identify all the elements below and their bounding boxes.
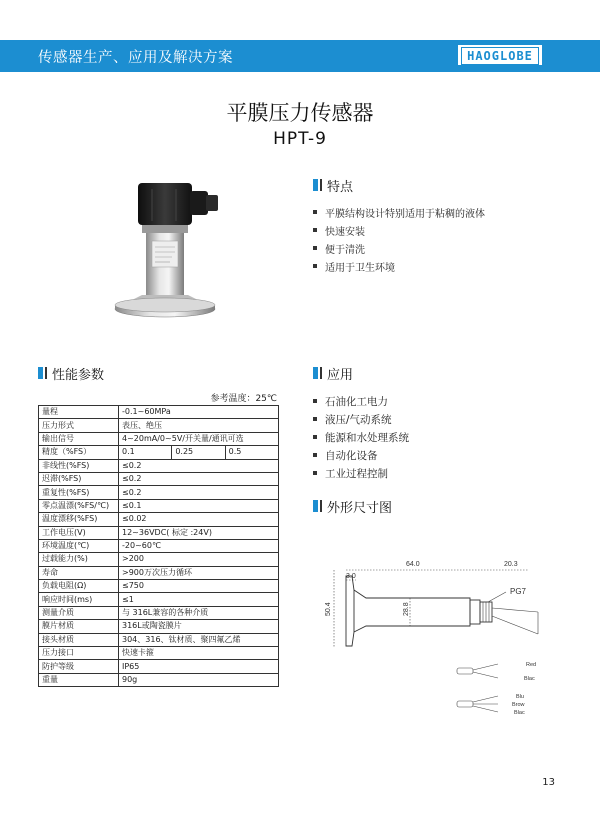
spec-key: 过载能力(%) xyxy=(39,553,119,566)
spec-key: 负载电阻(Ω) xyxy=(39,580,119,593)
spec-key: 重复性(%FS) xyxy=(39,486,119,499)
table-row xyxy=(39,673,279,686)
wire-label: Blu xyxy=(516,694,524,700)
header-title: 传感器生产、应用及解决方案 xyxy=(38,50,233,66)
spec-key: 精度（%FS） xyxy=(39,446,119,459)
applications-heading xyxy=(313,364,353,382)
page-number: 13 xyxy=(542,777,555,788)
spec-key: 响应时间(ms) xyxy=(39,593,119,606)
spec-value: 90g xyxy=(119,673,279,686)
dim-flange-label: 3.0 xyxy=(346,573,356,580)
dimension-drawing xyxy=(300,548,560,733)
wire-label: Blac xyxy=(514,710,525,716)
dim-length-label: 64.0 xyxy=(406,561,420,568)
table-row xyxy=(39,419,279,432)
spec-value: 0.5 xyxy=(225,446,278,459)
table-row xyxy=(39,566,279,579)
dim-body-label: 28.8 xyxy=(403,602,410,616)
spec-key: 工作电压(V) xyxy=(39,526,119,539)
spec-value: ≤1 xyxy=(119,593,279,606)
spec-value: 0.1 xyxy=(119,446,172,459)
spec-key: 寿命 xyxy=(39,566,119,579)
list-item: 工业过程控制 xyxy=(313,464,409,482)
table-row xyxy=(39,432,279,445)
applications-heading-text: 应用 xyxy=(327,367,354,383)
brand-logo-text: HAOGLOBE xyxy=(461,47,539,65)
dim-diameter-label: 50.4 xyxy=(325,602,332,616)
features-heading xyxy=(313,176,353,194)
bullet-icon xyxy=(313,453,317,457)
list-item: 快速安装 xyxy=(313,221,485,239)
wire-label: Blac xyxy=(524,676,535,682)
spec-value: 与 316L兼容的各种介质 xyxy=(119,606,279,619)
spec-value: ≤0.2 xyxy=(119,486,279,499)
dimensions-heading xyxy=(313,497,392,515)
spec-value: 快速卡箍 xyxy=(119,647,279,660)
bullet-icon xyxy=(313,210,317,214)
table-row xyxy=(39,526,279,539)
spec-key: 非线性(%FS) xyxy=(39,459,119,472)
table-row xyxy=(39,406,279,419)
spec-value: -20~60℃ xyxy=(119,539,279,552)
spec-key: 环境温度(℃) xyxy=(39,539,119,552)
header-bar xyxy=(0,40,600,72)
spec-key: 接头材质 xyxy=(39,633,119,646)
spec-value: 表压、绝压 xyxy=(119,419,279,432)
spec-value: 316L或陶瓷膜片 xyxy=(119,620,279,633)
product-model: HPT-9 xyxy=(273,129,327,149)
list-item: 石油化工电力 xyxy=(313,392,409,410)
spec-table xyxy=(38,405,279,687)
bullet-icon xyxy=(313,264,317,268)
bullet-icon xyxy=(313,417,317,421)
bullet-icon xyxy=(313,471,317,475)
spec-value: IP65 xyxy=(119,660,279,673)
spec-key: 防护等级 xyxy=(39,660,119,673)
list-item: 液压/气动系统 xyxy=(313,410,409,428)
table-row xyxy=(39,459,279,472)
bullet-icon xyxy=(313,435,317,439)
table-row xyxy=(39,660,279,673)
spec-value: 0.25 xyxy=(172,446,225,459)
spec-value: -0.1~60MPa xyxy=(119,406,279,419)
list-item: 平膜结构设计特别适用于粘稠的液体 xyxy=(313,203,485,221)
bullet-icon xyxy=(313,246,317,250)
wire-label: Red xyxy=(526,662,537,668)
dimensions-heading-text: 外形尺寸图 xyxy=(327,500,393,516)
spec-value: ≤0.1 xyxy=(119,499,279,512)
table-row xyxy=(39,633,279,646)
table-row xyxy=(39,580,279,593)
spec-key: 迟滞(%FS) xyxy=(39,472,119,485)
wire-label: Brow xyxy=(512,702,525,708)
spec-value: 304、316、钛材质、聚四氟乙烯 xyxy=(119,633,279,646)
table-row xyxy=(39,446,279,459)
brand-logo xyxy=(458,45,542,65)
dim-tail-label: 20.3 xyxy=(504,561,518,568)
spec-value: ≤0.2 xyxy=(119,459,279,472)
performance-heading-text: 性能参数 xyxy=(52,367,105,383)
table-row xyxy=(39,593,279,606)
list-item: 适用于卫生环境 xyxy=(313,257,485,275)
reference-temperature: 参考温度：25℃ xyxy=(210,394,277,404)
spec-value: ≤0.2 xyxy=(119,472,279,485)
spec-key: 测量介质 xyxy=(39,606,119,619)
spec-value: 4~20mA/0~5V/开关量/通讯可选 xyxy=(119,432,279,445)
spec-value: ≤0.02 xyxy=(119,513,279,526)
table-row xyxy=(39,513,279,526)
table-row xyxy=(39,499,279,512)
table-row xyxy=(39,620,279,633)
performance-heading xyxy=(38,364,104,382)
spec-key: 零点温漂(%FS/℃) xyxy=(39,499,119,512)
spec-value: >200 xyxy=(119,553,279,566)
list-item: 能源和水处理系统 xyxy=(313,428,409,446)
spec-key: 压力形式 xyxy=(39,419,119,432)
spec-key: 压力接口 xyxy=(39,647,119,660)
bullet-icon xyxy=(313,399,317,403)
features-list xyxy=(313,203,485,275)
list-item: 便于清洗 xyxy=(313,239,485,257)
sensor-photo xyxy=(112,175,242,325)
table-row xyxy=(39,486,279,499)
bullet-icon xyxy=(313,228,317,232)
features-heading-text: 特点 xyxy=(327,179,354,195)
table-row xyxy=(39,553,279,566)
connector-label: PG7 xyxy=(510,587,527,596)
table-row xyxy=(39,472,279,485)
applications-list xyxy=(313,392,409,482)
spec-value: 12~36VDC( 标定 :24V) xyxy=(119,526,279,539)
spec-key: 输出信号 xyxy=(39,432,119,445)
list-item: 自动化设备 xyxy=(313,446,409,464)
table-row xyxy=(39,539,279,552)
spec-key: 温度漂移(%FS) xyxy=(39,513,119,526)
product-title: 平膜压力传感器 xyxy=(226,101,374,125)
spec-key: 膜片材质 xyxy=(39,620,119,633)
spec-key: 重量 xyxy=(39,673,119,686)
table-row xyxy=(39,606,279,619)
spec-key: 量程 xyxy=(39,406,119,419)
spec-value: ≤750 xyxy=(119,580,279,593)
spec-value: >900万次压力循环 xyxy=(119,566,279,579)
table-row xyxy=(39,647,279,660)
